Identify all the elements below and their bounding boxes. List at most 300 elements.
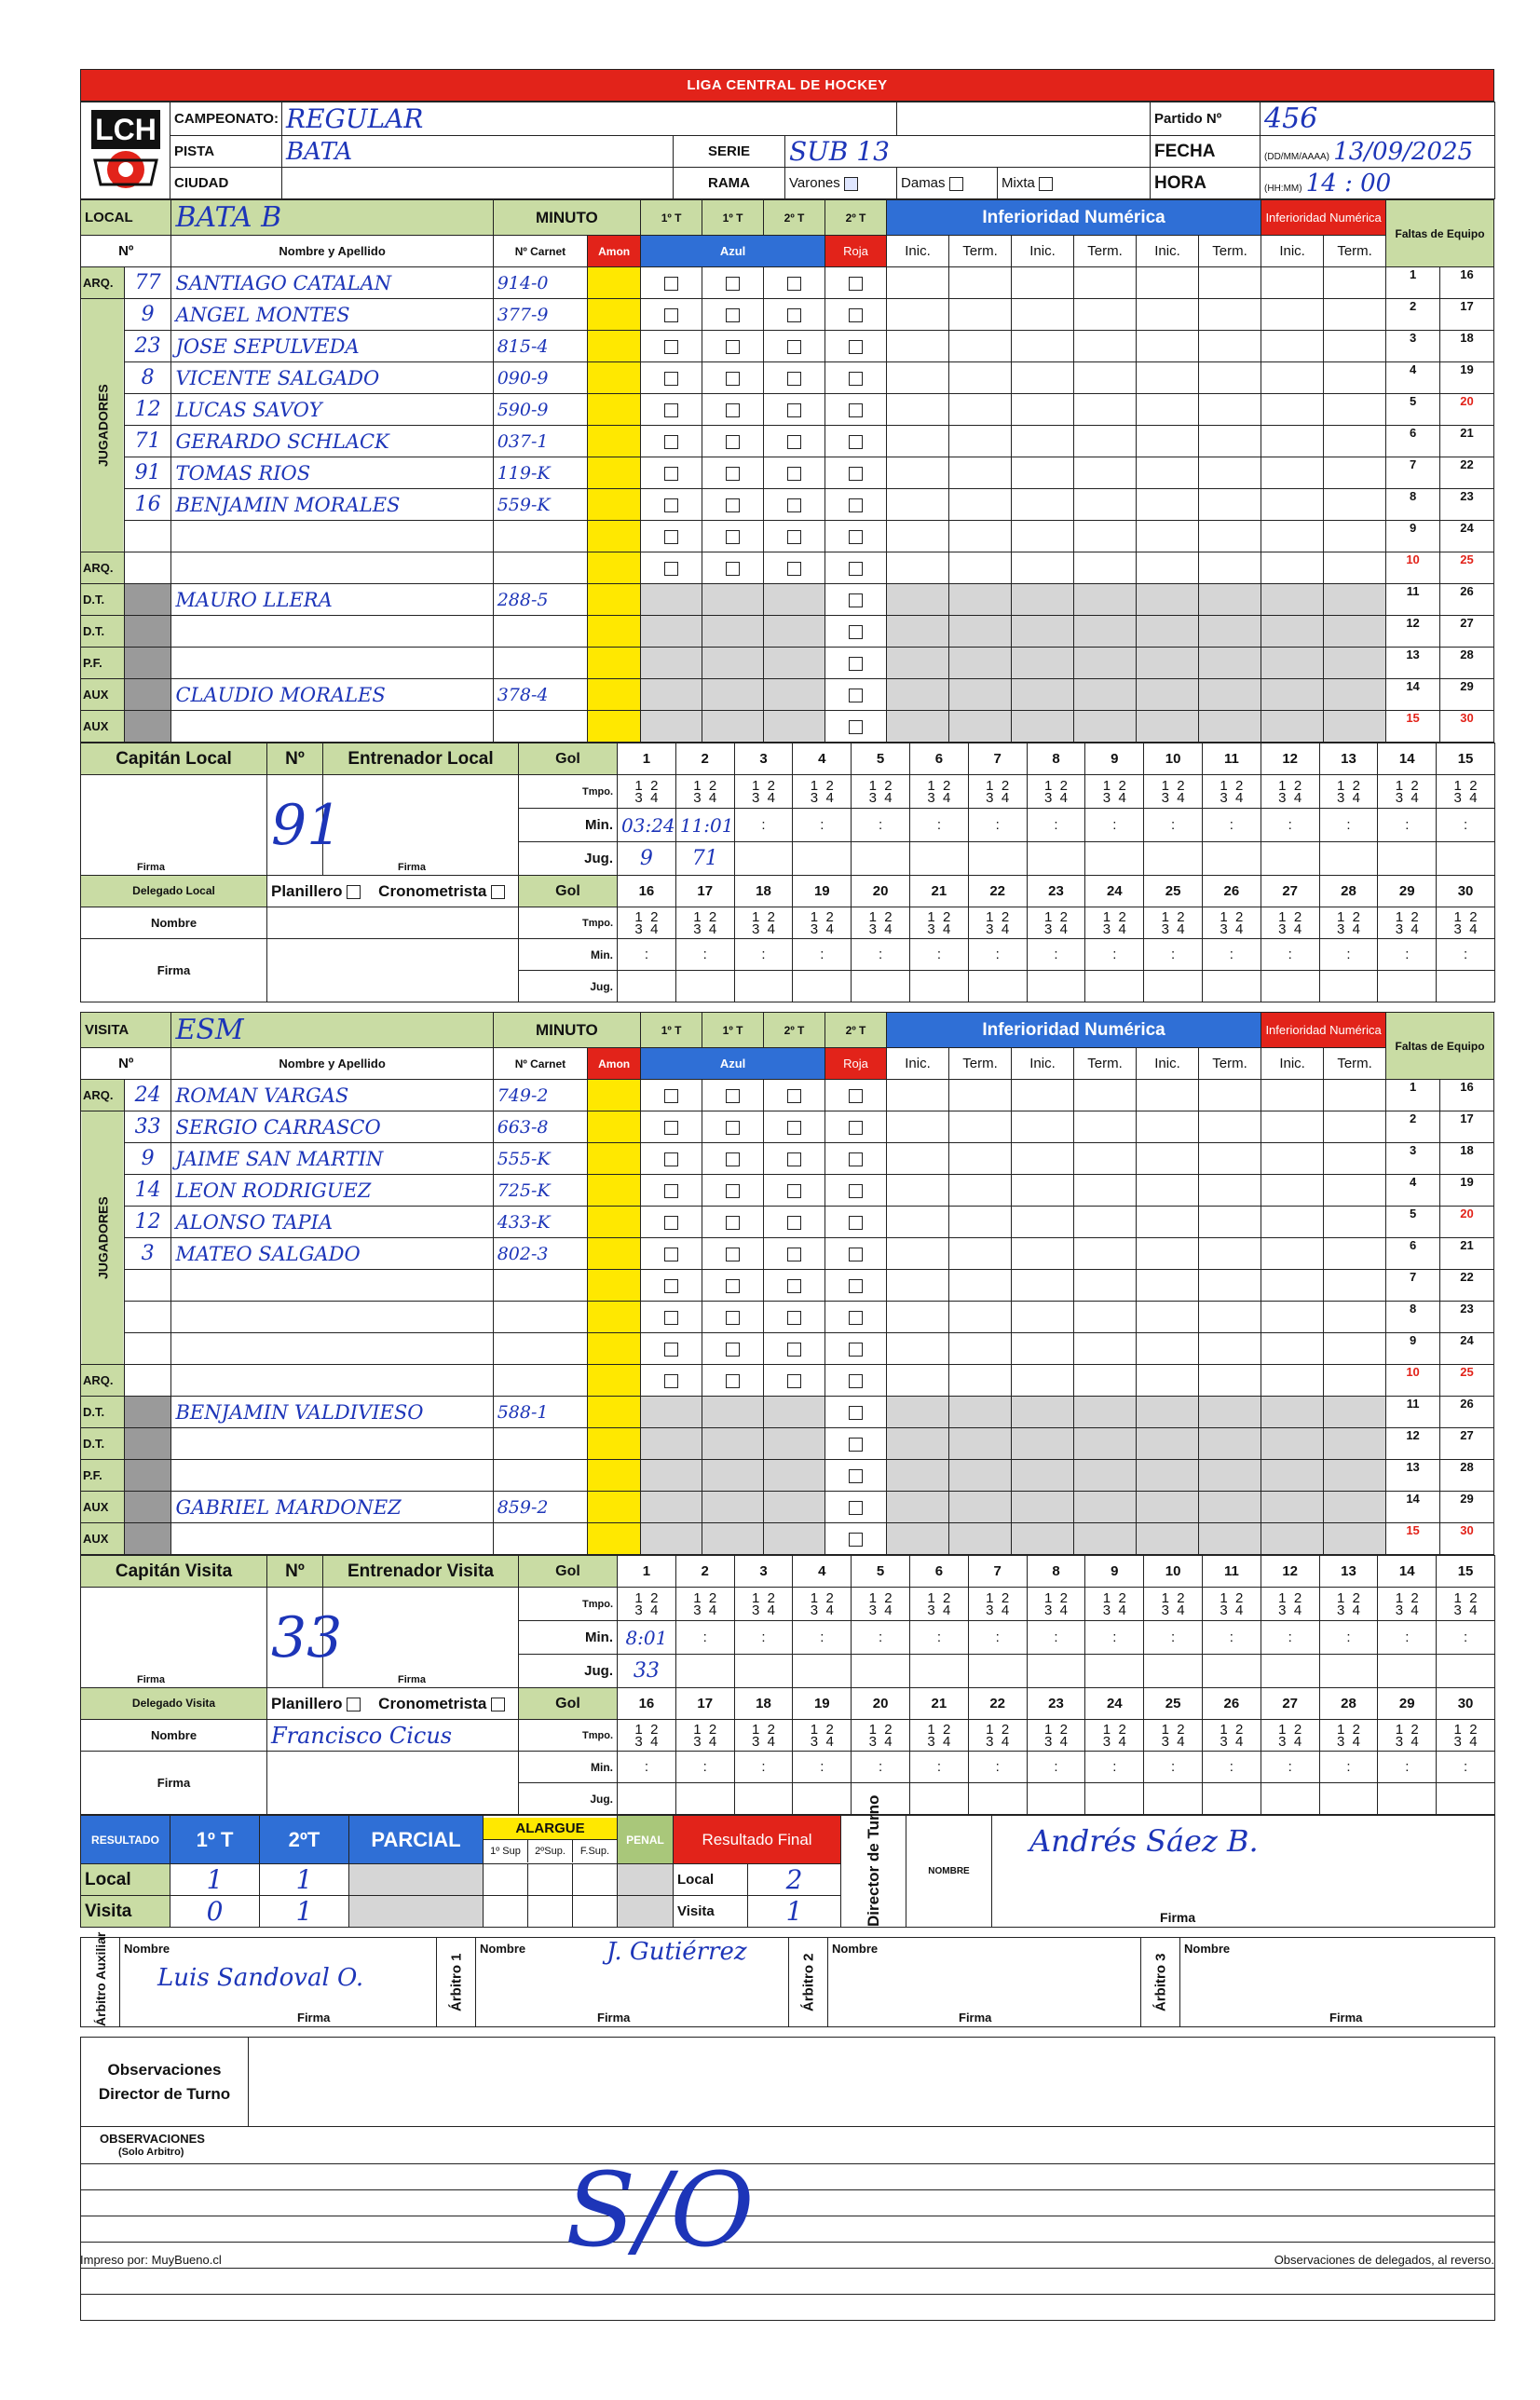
local-tmpo-cell-2[interactable]: 1 2 3 4: [1261, 907, 1319, 939]
local-min-cell[interactable]: :: [852, 809, 910, 842]
local-inf-cell[interactable]: [1074, 489, 1137, 521]
local-inf-cell[interactable]: [949, 394, 1012, 426]
local-amon-cell[interactable]: [588, 521, 641, 552]
visita-player-row[interactable]: [81, 1207, 1494, 1238]
visita-min-cell[interactable]: :: [1027, 1621, 1085, 1655]
local-player-num[interactable]: 77: [124, 267, 171, 299]
rama-varones[interactable]: Varones: [785, 168, 897, 199]
visita-faltas-cell[interactable]: [1386, 1175, 1494, 1207]
visita-min-cell[interactable]: :: [1085, 1621, 1144, 1655]
visita-min-cell[interactable]: :: [852, 1621, 910, 1655]
local-faltas-cell[interactable]: [1386, 489, 1494, 521]
local-card-cell[interactable]: [641, 331, 702, 362]
local-card-cell[interactable]: [641, 711, 702, 743]
local-jug-cell-2[interactable]: [675, 971, 734, 1002]
local-inf-cell[interactable]: [1261, 584, 1324, 616]
visita-inf-cell[interactable]: [1261, 1207, 1324, 1238]
visita-jug-cell[interactable]: [1202, 1655, 1261, 1688]
local-inf-cell[interactable]: [1199, 584, 1261, 616]
visita-card-cell[interactable]: [702, 1492, 764, 1523]
local-jug-cell-2[interactable]: [1437, 971, 1495, 1002]
local-inf-cell[interactable]: [1324, 489, 1386, 521]
local-capitan-firma[interactable]: [81, 775, 267, 876]
visita-amon-cell[interactable]: [588, 1143, 641, 1175]
visita-player-name[interactable]: SERGIO CARRASCO: [171, 1111, 493, 1143]
visita-card-cell[interactable]: [764, 1397, 825, 1428]
local-card-cell[interactable]: [702, 362, 764, 394]
visita-tmpo-cell[interactable]: 1 2 3 4: [793, 1588, 852, 1621]
local-card-cell[interactable]: [825, 552, 887, 584]
visita-amon-cell[interactable]: [588, 1175, 641, 1207]
res-visita-2t[interactable]: 1: [260, 1896, 349, 1928]
local-tmpo-cell[interactable]: 1 2 3 4: [852, 775, 910, 809]
visita-inf-cell[interactable]: [1261, 1080, 1324, 1111]
local-inf-cell[interactable]: [1199, 648, 1261, 679]
visita-inf-cell[interactable]: [887, 1365, 949, 1397]
local-card-cell[interactable]: [702, 457, 764, 489]
local-inf-cell[interactable]: [1074, 331, 1137, 362]
visita-inf-cell[interactable]: [1012, 1111, 1074, 1143]
hora-field[interactable]: [1261, 168, 1495, 199]
visita-inf-cell[interactable]: [1137, 1207, 1199, 1238]
res-local-sup1[interactable]: [484, 1864, 528, 1896]
local-card-cell[interactable]: [825, 616, 887, 648]
visita-player-name[interactable]: LEON RODRIGUEZ: [171, 1175, 493, 1207]
local-card-cell[interactable]: [641, 679, 702, 711]
local-player-num[interactable]: [124, 648, 171, 679]
local-card-cell[interactable]: [641, 457, 702, 489]
visita-card-cell[interactable]: [702, 1111, 764, 1143]
local-inf-cell[interactable]: [1137, 299, 1199, 331]
visita-tmpo-cell[interactable]: 1 2 3 4: [1437, 1588, 1495, 1621]
local-player-carnet[interactable]: 914-0: [493, 267, 588, 299]
local-faltas-cell[interactable]: [1386, 426, 1494, 457]
local-player-name[interactable]: [171, 552, 493, 584]
visita-inf-cell[interactable]: [1324, 1302, 1386, 1333]
visita-card-cell[interactable]: [702, 1080, 764, 1111]
visita-player-carnet[interactable]: [493, 1302, 588, 1333]
visita-faltas-cell[interactable]: [1386, 1080, 1494, 1111]
visita-inf-cell[interactable]: [949, 1270, 1012, 1302]
local-player-name[interactable]: TOMAS RIOS: [171, 457, 493, 489]
local-inf-cell[interactable]: [1012, 521, 1074, 552]
visita-min-cell[interactable]: :: [1378, 1621, 1437, 1655]
visita-tmpo-cell[interactable]: 1 2 3 4: [1261, 1588, 1319, 1621]
visita-player-carnet[interactable]: [493, 1365, 588, 1397]
local-inf-cell[interactable]: [887, 267, 949, 299]
local-inf-cell[interactable]: [1261, 552, 1324, 584]
visita-jug-cell-2[interactable]: [675, 1783, 734, 1815]
visita-min-cell-2[interactable]: :: [1378, 1752, 1437, 1783]
visita-tmpo-cell-2[interactable]: 1 2 3 4: [675, 1720, 734, 1752]
local-player-carnet[interactable]: [493, 552, 588, 584]
visita-player-num[interactable]: 14: [124, 1175, 171, 1207]
visita-card-cell[interactable]: [641, 1523, 702, 1555]
visita-player-num[interactable]: [124, 1270, 171, 1302]
visita-min-cell[interactable]: :: [1261, 1621, 1319, 1655]
local-inf-cell[interactable]: [887, 521, 949, 552]
local-inf-cell[interactable]: [1137, 457, 1199, 489]
local-inf-cell[interactable]: [1199, 552, 1261, 584]
local-faltas-cell[interactable]: [1386, 679, 1494, 711]
local-inf-cell[interactable]: [1012, 648, 1074, 679]
arbitro-aux-field[interactable]: [120, 1938, 437, 2027]
local-card-cell[interactable]: [641, 394, 702, 426]
visita-card-cell[interactable]: [702, 1365, 764, 1397]
local-player-carnet[interactable]: 090-9: [493, 362, 588, 394]
visita-player-row[interactable]: [81, 1492, 1494, 1523]
visita-faltas-cell[interactable]: [1386, 1207, 1494, 1238]
visita-card-cell[interactable]: [641, 1492, 702, 1523]
local-min-cell[interactable]: :: [1378, 809, 1437, 842]
visita-card-cell[interactable]: [825, 1333, 887, 1365]
local-tmpo-cell[interactable]: 1 2 3 4: [1144, 775, 1203, 809]
visita-player-name[interactable]: BENJAMIN VALDIVIESO: [171, 1397, 493, 1428]
local-jug-cell[interactable]: [1437, 842, 1495, 876]
local-player-name[interactable]: CLAUDIO MORALES: [171, 679, 493, 711]
local-inf-cell[interactable]: [887, 552, 949, 584]
local-card-cell[interactable]: [702, 426, 764, 457]
local-tmpo-cell-2[interactable]: 1 2 3 4: [852, 907, 910, 939]
visita-capitan-num[interactable]: 33: [267, 1588, 323, 1688]
visita-inf-cell[interactable]: [949, 1080, 1012, 1111]
local-card-cell[interactable]: [825, 362, 887, 394]
local-inf-cell[interactable]: [949, 521, 1012, 552]
res-visita-parcial[interactable]: [349, 1896, 484, 1928]
local-inf-cell[interactable]: [1012, 489, 1074, 521]
local-inf-cell[interactable]: [1074, 711, 1137, 743]
res-visita-1t[interactable]: 0: [170, 1896, 260, 1928]
visita-player-num[interactable]: 33: [124, 1111, 171, 1143]
visita-inf-cell[interactable]: [1012, 1333, 1074, 1365]
visita-inf-cell[interactable]: [1324, 1523, 1386, 1555]
visita-inf-cell[interactable]: [949, 1523, 1012, 1555]
local-jug-cell[interactable]: [1202, 842, 1261, 876]
campeonato-value[interactable]: REGULAR: [282, 102, 897, 136]
local-card-cell[interactable]: [764, 331, 825, 362]
local-amon-cell[interactable]: [588, 552, 641, 584]
local-player-carnet[interactable]: [493, 711, 588, 743]
visita-jug-cell[interactable]: [675, 1655, 734, 1688]
visita-inf-cell[interactable]: [1199, 1302, 1261, 1333]
local-inf-cell[interactable]: [1012, 616, 1074, 648]
local-inf-cell[interactable]: [1012, 362, 1074, 394]
local-inf-cell[interactable]: [949, 457, 1012, 489]
visita-inf-cell[interactable]: [1137, 1428, 1199, 1460]
visita-jug-cell-2[interactable]: [1202, 1783, 1261, 1815]
visita-inf-cell[interactable]: [1324, 1143, 1386, 1175]
visita-player-row[interactable]: [81, 1270, 1494, 1302]
visita-jug-cell-2[interactable]: [1319, 1783, 1378, 1815]
visita-card-cell[interactable]: [702, 1238, 764, 1270]
local-inf-cell[interactable]: [1012, 584, 1074, 616]
visita-card-cell[interactable]: [825, 1080, 887, 1111]
visita-tmpo-cell-2[interactable]: 1 2 3 4: [968, 1720, 1027, 1752]
visita-inf-cell[interactable]: [949, 1175, 1012, 1207]
visita-inf-cell[interactable]: [1199, 1207, 1261, 1238]
visita-card-cell[interactable]: [825, 1365, 887, 1397]
visita-inf-cell[interactable]: [949, 1143, 1012, 1175]
visita-tmpo-cell-2[interactable]: 1 2 3 4: [1144, 1720, 1203, 1752]
visita-card-cell[interactable]: [825, 1111, 887, 1143]
local-card-cell[interactable]: [825, 711, 887, 743]
local-jug-cell-2[interactable]: [1144, 971, 1203, 1002]
local-player-carnet[interactable]: [493, 616, 588, 648]
visita-player-num[interactable]: 24: [124, 1080, 171, 1111]
visita-inf-cell[interactable]: [1261, 1175, 1324, 1207]
local-player-name[interactable]: BENJAMIN MORALES: [171, 489, 493, 521]
local-jug-cell[interactable]: [1261, 842, 1319, 876]
local-jug-cell[interactable]: [1027, 842, 1085, 876]
visita-inf-cell[interactable]: [887, 1238, 949, 1270]
local-card-cell[interactable]: [764, 616, 825, 648]
visita-player-name[interactable]: [171, 1333, 493, 1365]
visita-card-cell[interactable]: [641, 1302, 702, 1333]
visita-player-name[interactable]: [171, 1302, 493, 1333]
visita-inf-cell[interactable]: [1074, 1270, 1137, 1302]
local-amon-cell[interactable]: [588, 584, 641, 616]
local-min-cell[interactable]: :: [1085, 809, 1144, 842]
local-amon-cell[interactable]: [588, 426, 641, 457]
visita-inf-cell[interactable]: [949, 1238, 1012, 1270]
local-card-cell[interactable]: [702, 552, 764, 584]
visita-inf-cell[interactable]: [1012, 1460, 1074, 1492]
local-tmpo-cell[interactable]: 1 2 3 4: [968, 775, 1027, 809]
local-amon-cell[interactable]: [588, 331, 641, 362]
local-inf-cell[interactable]: [887, 679, 949, 711]
local-inf-cell[interactable]: [1137, 331, 1199, 362]
local-tmpo-cell-2[interactable]: 1 2 3 4: [1027, 907, 1085, 939]
local-card-cell[interactable]: [764, 521, 825, 552]
res-visita-fsup[interactable]: [573, 1896, 618, 1928]
visita-card-cell[interactable]: [825, 1143, 887, 1175]
visita-player-num[interactable]: 3: [124, 1238, 171, 1270]
local-tmpo-cell-2[interactable]: 1 2 3 4: [1437, 907, 1495, 939]
local-player-num[interactable]: 8: [124, 362, 171, 394]
local-player-name[interactable]: [171, 648, 493, 679]
local-card-cell[interactable]: [702, 331, 764, 362]
visita-inf-cell[interactable]: [1199, 1111, 1261, 1143]
visita-jug-cell[interactable]: [1319, 1655, 1378, 1688]
local-jug-cell-2[interactable]: [1202, 971, 1261, 1002]
visita-player-carnet[interactable]: [493, 1428, 588, 1460]
local-player-name[interactable]: [171, 616, 493, 648]
local-tmpo-cell[interactable]: 1 2 3 4: [675, 775, 734, 809]
visita-min-cell-2[interactable]: :: [1027, 1752, 1085, 1783]
visita-min-cell[interactable]: :: [675, 1621, 734, 1655]
visita-card-cell[interactable]: [641, 1207, 702, 1238]
visita-min-cell[interactable]: :: [1144, 1621, 1203, 1655]
local-inf-cell[interactable]: [1261, 426, 1324, 457]
local-inf-cell[interactable]: [1261, 711, 1324, 743]
visita-inf-cell[interactable]: [1199, 1143, 1261, 1175]
local-inf-cell[interactable]: [1199, 331, 1261, 362]
local-min-cell[interactable]: :: [1261, 809, 1319, 842]
visita-card-cell[interactable]: [825, 1270, 887, 1302]
local-card-cell[interactable]: [702, 616, 764, 648]
visita-inf-cell[interactable]: [1012, 1492, 1074, 1523]
visita-inf-cell[interactable]: [1074, 1238, 1137, 1270]
visita-inf-cell[interactable]: [1074, 1460, 1137, 1492]
local-player-name[interactable]: VICENTE SALGADO: [171, 362, 493, 394]
visita-inf-cell[interactable]: [1261, 1111, 1324, 1143]
local-player-num[interactable]: [124, 679, 171, 711]
visita-jug-cell-2[interactable]: [1261, 1783, 1319, 1815]
visita-player-name[interactable]: GABRIEL MARDONEZ: [171, 1492, 493, 1523]
visita-player-num[interactable]: [124, 1428, 171, 1460]
local-inf-cell[interactable]: [1324, 299, 1386, 331]
local-inf-cell[interactable]: [1137, 267, 1199, 299]
local-jug-cell-2[interactable]: [618, 971, 676, 1002]
visita-player-num[interactable]: [124, 1333, 171, 1365]
local-inf-cell[interactable]: [1324, 616, 1386, 648]
visita-inf-cell[interactable]: [1012, 1080, 1074, 1111]
visita-amon-cell[interactable]: [588, 1111, 641, 1143]
visita-player-row[interactable]: [81, 1111, 1494, 1143]
local-inf-cell[interactable]: [887, 584, 949, 616]
local-card-cell[interactable]: [764, 394, 825, 426]
visita-card-cell[interactable]: [702, 1143, 764, 1175]
local-amon-cell[interactable]: [588, 394, 641, 426]
visita-card-cell[interactable]: [764, 1523, 825, 1555]
local-inf-cell[interactable]: [887, 457, 949, 489]
local-player-num[interactable]: [124, 521, 171, 552]
obs-director-field[interactable]: [249, 2038, 1495, 2127]
visita-inf-cell[interactable]: [1012, 1428, 1074, 1460]
visita-inf-cell[interactable]: [887, 1523, 949, 1555]
visita-card-cell[interactable]: [702, 1397, 764, 1428]
local-tmpo-cell[interactable]: 1 2 3 4: [734, 775, 793, 809]
local-player-carnet[interactable]: 119-K: [493, 457, 588, 489]
visita-player-carnet[interactable]: [493, 1523, 588, 1555]
local-inf-cell[interactable]: [949, 648, 1012, 679]
local-amon-cell[interactable]: [588, 679, 641, 711]
visita-player-name[interactable]: ROMAN VARGAS: [171, 1080, 493, 1111]
visita-card-cell[interactable]: [702, 1333, 764, 1365]
visita-inf-cell[interactable]: [1261, 1365, 1324, 1397]
local-inf-cell[interactable]: [949, 299, 1012, 331]
visita-card-cell[interactable]: [825, 1428, 887, 1460]
visita-inf-cell[interactable]: [1137, 1365, 1199, 1397]
local-tmpo-cell[interactable]: 1 2 3 4: [1437, 775, 1495, 809]
local-inf-cell[interactable]: [1074, 552, 1137, 584]
visita-tmpo-cell[interactable]: 1 2 3 4: [1319, 1588, 1378, 1621]
local-player-carnet[interactable]: [493, 648, 588, 679]
visita-card-cell[interactable]: [764, 1492, 825, 1523]
local-inf-cell[interactable]: [1137, 616, 1199, 648]
visita-amon-cell[interactable]: [588, 1492, 641, 1523]
local-jug-cell[interactable]: 9: [618, 842, 676, 876]
visita-card-cell[interactable]: [641, 1333, 702, 1365]
visita-card-cell[interactable]: [764, 1111, 825, 1143]
visita-jug-cell-2[interactable]: [1378, 1783, 1437, 1815]
visita-inf-cell[interactable]: [887, 1460, 949, 1492]
visita-min-cell[interactable]: :: [968, 1621, 1027, 1655]
visita-card-cell[interactable]: [702, 1270, 764, 1302]
local-player-row[interactable]: [81, 267, 1494, 299]
local-faltas-cell[interactable]: [1386, 267, 1494, 299]
visita-min-cell[interactable]: :: [734, 1621, 793, 1655]
res-visita-penal[interactable]: [618, 1896, 674, 1928]
local-player-carnet[interactable]: 815-4: [493, 331, 588, 362]
visita-inf-cell[interactable]: [1261, 1302, 1324, 1333]
local-inf-cell[interactable]: [949, 679, 1012, 711]
local-faltas-cell[interactable]: [1386, 552, 1494, 584]
visita-jug-cell[interactable]: [1144, 1655, 1203, 1688]
local-amon-cell[interactable]: [588, 711, 641, 743]
local-amon-cell[interactable]: [588, 648, 641, 679]
local-faltas-cell[interactable]: [1386, 331, 1494, 362]
visita-tmpo-cell[interactable]: 1 2 3 4: [852, 1588, 910, 1621]
visita-card-cell[interactable]: [702, 1207, 764, 1238]
local-jug-cell[interactable]: [910, 842, 969, 876]
local-min-cell[interactable]: :: [793, 809, 852, 842]
visita-inf-cell[interactable]: [1074, 1207, 1137, 1238]
visita-jug-cell-2[interactable]: [968, 1783, 1027, 1815]
local-inf-cell[interactable]: [1074, 267, 1137, 299]
local-inf-cell[interactable]: [1199, 426, 1261, 457]
visita-inf-cell[interactable]: [1137, 1492, 1199, 1523]
local-player-name[interactable]: [171, 521, 493, 552]
visita-min-cell[interactable]: 8:01: [618, 1621, 676, 1655]
visita-tmpo-cell-2[interactable]: 1 2 3 4: [618, 1720, 676, 1752]
visita-inf-cell[interactable]: [1199, 1492, 1261, 1523]
visita-inf-cell[interactable]: [1074, 1175, 1137, 1207]
local-amon-cell[interactable]: [588, 489, 641, 521]
visita-player-row[interactable]: [81, 1333, 1494, 1365]
visita-inf-cell[interactable]: [1012, 1523, 1074, 1555]
visita-player-carnet[interactable]: [493, 1270, 588, 1302]
visita-inf-cell[interactable]: [887, 1270, 949, 1302]
local-faltas-cell[interactable]: [1386, 394, 1494, 426]
pista-value[interactable]: BATA: [282, 136, 674, 168]
visita-inf-cell[interactable]: [1199, 1460, 1261, 1492]
visita-card-cell[interactable]: [825, 1207, 887, 1238]
local-card-cell[interactable]: [764, 362, 825, 394]
local-min-cell-2[interactable]: :: [910, 939, 969, 971]
local-jug-cell-2[interactable]: [910, 971, 969, 1002]
local-faltas-cell[interactable]: [1386, 299, 1494, 331]
visita-jug-cell-2[interactable]: [618, 1783, 676, 1815]
visita-amon-cell[interactable]: [588, 1365, 641, 1397]
local-faltas-cell[interactable]: [1386, 362, 1494, 394]
local-team-name[interactable]: BATA B: [171, 200, 493, 236]
visita-inf-cell[interactable]: [1261, 1523, 1324, 1555]
local-min-cell-2[interactable]: :: [793, 939, 852, 971]
arbitro-2-field[interactable]: [828, 1938, 1141, 2027]
visita-min-cell-2[interactable]: :: [1085, 1752, 1144, 1783]
local-inf-cell[interactable]: [1324, 584, 1386, 616]
visita-inf-cell[interactable]: [949, 1460, 1012, 1492]
visita-inf-cell[interactable]: [1137, 1175, 1199, 1207]
arbitro-3-field[interactable]: [1180, 1938, 1495, 2027]
visita-inf-cell[interactable]: [949, 1333, 1012, 1365]
local-player-row[interactable]: [81, 648, 1494, 679]
local-min-cell-2[interactable]: :: [1144, 939, 1203, 971]
local-delegado-nombre[interactable]: [267, 907, 519, 939]
visita-inf-cell[interactable]: [1137, 1143, 1199, 1175]
local-card-cell[interactable]: [641, 299, 702, 331]
local-inf-cell[interactable]: [1137, 362, 1199, 394]
visita-inf-cell[interactable]: [1074, 1523, 1137, 1555]
local-inf-cell[interactable]: [1012, 426, 1074, 457]
visita-player-name[interactable]: [171, 1270, 493, 1302]
visita-card-cell[interactable]: [641, 1270, 702, 1302]
local-inf-cell[interactable]: [1074, 679, 1137, 711]
visita-inf-cell[interactable]: [1137, 1270, 1199, 1302]
visita-card-cell[interactable]: [825, 1460, 887, 1492]
local-jug-cell[interactable]: [734, 842, 793, 876]
